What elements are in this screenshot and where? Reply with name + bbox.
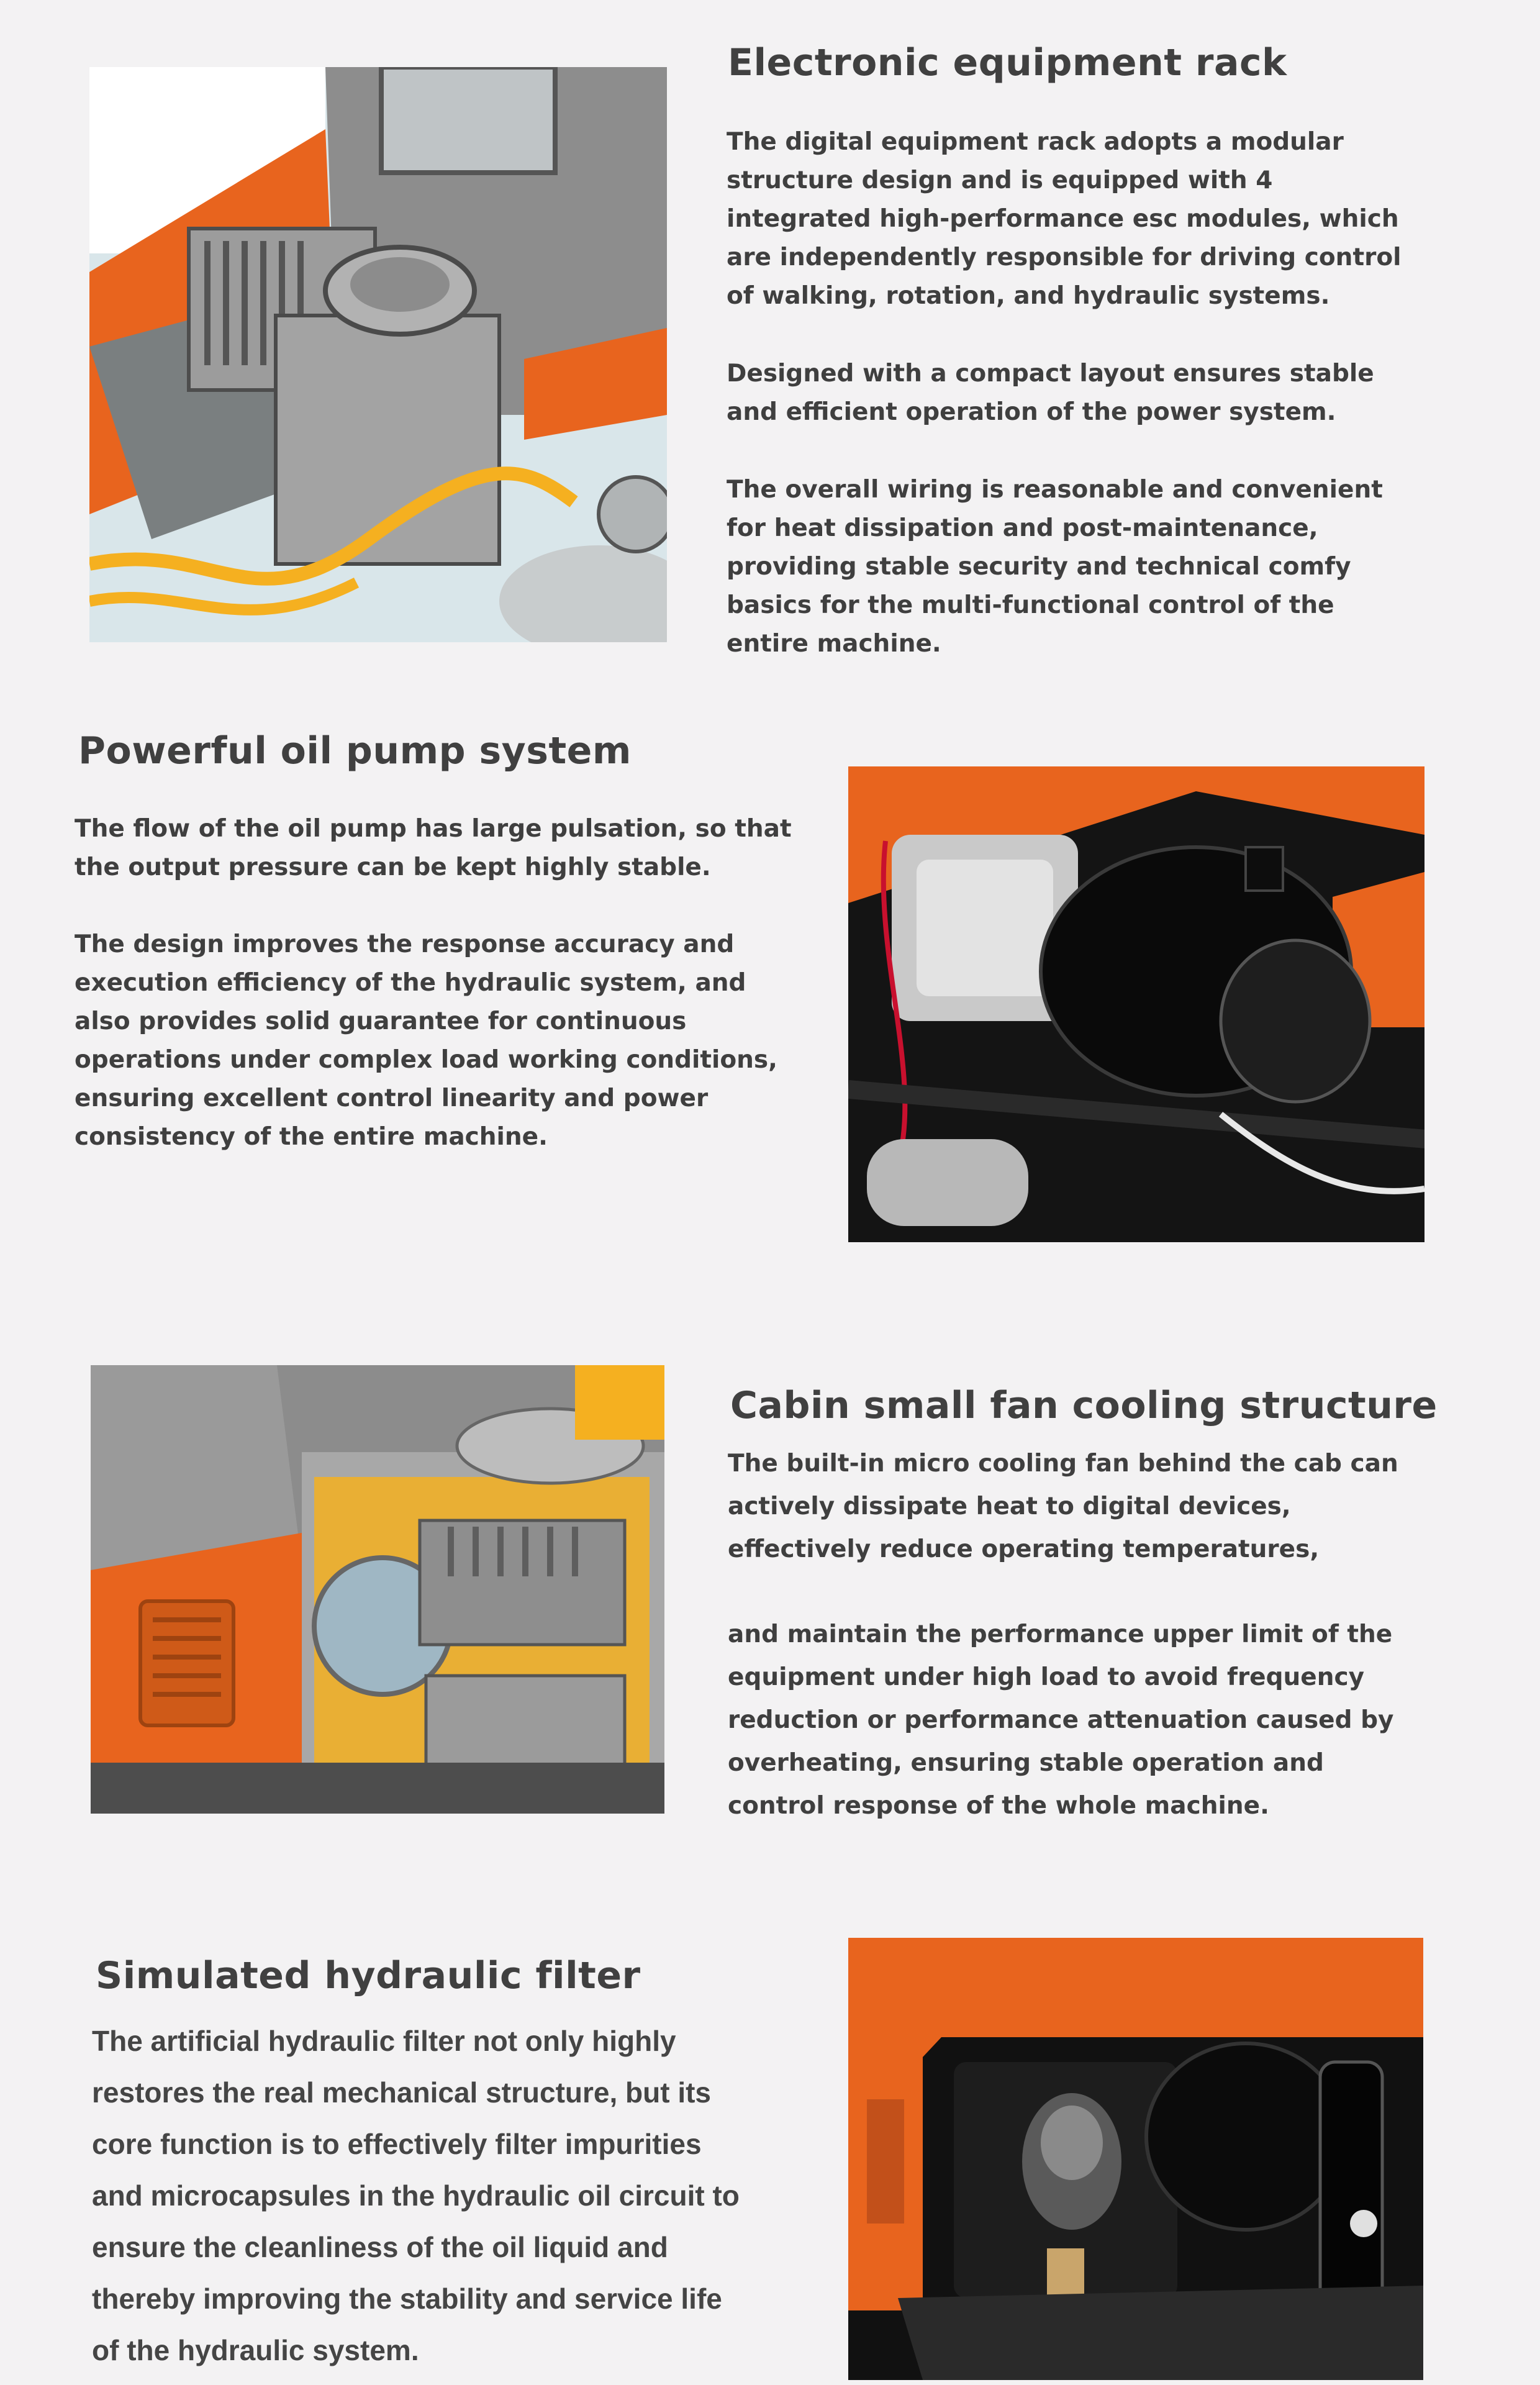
equipment-rack-image <box>89 67 667 642</box>
oil-pump-image <box>848 766 1424 1242</box>
hydraulic-filter-photo-icon <box>848 1938 1423 2380</box>
section-paragraph: The built-in micro cooling fan behind the cab can actively dissipate heat to digital devices, effectively reduce operating temperatures, <box>728 1450 1398 1563</box>
section-title-cooling-fan: Cabin small fan cooling structure <box>730 1384 1438 1427</box>
cooling-fan-render-icon <box>91 1365 664 1814</box>
section-title-oil-pump: Powerful oil pump system <box>78 729 632 773</box>
section-title-equipment-rack: Electronic equipment rack <box>728 41 1287 84</box>
section-paragraph: The flow of the oil pump has large pulsation, so that the output pressure can be kept highly stable. <box>75 815 792 881</box>
oil-pump-photo-icon <box>848 766 1424 1242</box>
section-paragraph: The overall wiring is reasonable and convenient for heat dissipation and post-maintenance, providing stable security and technical comfy basics for the multi-functional control of the entire machine. <box>727 476 1383 658</box>
section-paragraph: and maintain the performance upper limit of the equipment under high load to avoid frequency reduction or performance attenuation caused by overheating, ensuring stable operation and control response of the whole machine. <box>728 1620 1394 1820</box>
section-paragraph: The digital equipment rack adopts a modular structure design and is equipped with 4 integrated high-performance esc modules, which are independently responsible for driving control of walking, rotation, and hydraulic systems. <box>727 128 1402 310</box>
hydraulic-filter-image <box>848 1938 1423 2380</box>
section-paragraph: Designed with a compact layout ensures stable and efficient operation of the power system. <box>727 360 1374 426</box>
equipment-rack-render-icon <box>89 67 667 642</box>
section-title-hydraulic-filter: Simulated hydraulic filter <box>96 1954 641 1997</box>
section-paragraph: The design improves the response accuracy and execution efficiency of the hydraulic system, and also provides solid guarantee for continuous operations under complex load working conditions, ensuring excellent control linearity and power consistency of the entire machine. <box>75 930 777 1151</box>
cooling-fan-image <box>91 1365 664 1814</box>
section-paragraph: The artificial hydraulic filter not only highly restores the real mechanical structure, but its core function is to effectively filter impurities and microcapsules in the hydraulic oil circuit to ensure the cleanliness of the oil liquid and thereby improving the stability and service life of the hydraulic system. <box>92 2025 740 2366</box>
